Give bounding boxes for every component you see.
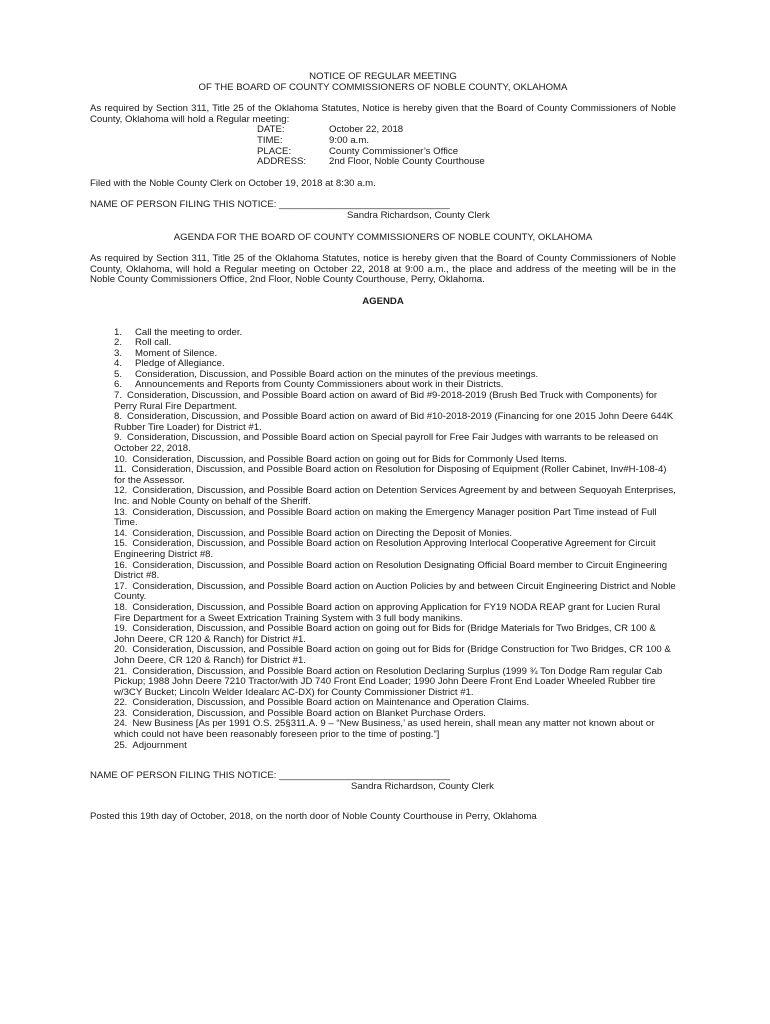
agenda-item xyxy=(114,391,676,412)
detail-label-place: PLACE: xyxy=(257,145,292,157)
agenda-item-number: 17. xyxy=(114,580,128,592)
agenda-item xyxy=(114,645,676,666)
agenda-item xyxy=(114,667,676,699)
agenda-item-number: 18. xyxy=(114,601,128,613)
agenda-item-number: 2. xyxy=(114,337,123,349)
meeting-details xyxy=(257,125,485,167)
meeting-detail-row xyxy=(257,125,485,136)
agenda-item-number: 15. xyxy=(114,538,128,550)
agenda-item-number: 21. xyxy=(114,665,128,677)
agenda-item-number: 25. xyxy=(114,739,128,751)
agenda-item xyxy=(114,412,676,433)
detail-label-time: TIME: xyxy=(257,134,283,146)
agenda-item-text: Consideration, Discussion, and Possible Board action on award of Bid #9-2018-2019 (Brush Bed Truck with Components) for Perry Rural Fire Department. xyxy=(114,390,658,412)
filer-label: NAME OF PERSON FILING THIS NOTICE: ________________________________ xyxy=(90,199,450,211)
agenda-item-text: Consideration, Discussion, and Possible Board action on Auction Policies by and between Circuit Engineering District and Noble County. xyxy=(114,580,676,603)
footer-filer-name: Sandra Richardson, County Clerk xyxy=(351,780,494,792)
agenda-notice-intro: As required by Section 311, Title 25 of the Oklahoma Statutes, notice is hereby given that the Board of County Commissioners of Noble County, Oklahoma, will hold a Regular meeting on October 22, 2018 at 9:00 a.m., the place and address of the meeting will be in the Noble County Commissioners Office, 2nd Floor, Noble County Courthouse, Perry, Oklahoma. xyxy=(90,253,676,286)
agenda-item-number: 11. xyxy=(114,464,127,476)
agenda-item-number: 24. xyxy=(114,718,128,730)
agenda-item-text: New Business [As per 1991 O.S. 25§311.A. 9 – “New Business,’ as used herein, shall mean any matter not known about or which could not have been reasonably foreseen prior to the time of posting.”] xyxy=(114,718,655,741)
detail-value-time: 9:00 a.m. xyxy=(329,134,369,146)
agenda-item-text: Consideration, Discussion, and Possible Board action on Blanket Purchase Orders. xyxy=(132,707,486,719)
notice-intro: As required by Section 311, Title 25 of the Oklahoma Statutes, Notice is hereby given that the Board of County Commissioners of Noble County, Oklahoma will hold a Regular meeting: xyxy=(90,103,676,125)
agenda-item-number: 22. xyxy=(114,697,128,709)
detail-label-address: ADDRESS: xyxy=(257,156,307,168)
agenda-item-text: Consideration, Discussion, and Possible Board action on making the Emergency Manager position Part Time instead of Full Time. xyxy=(114,506,657,529)
agenda-item-text: Consideration, Discussion, and Possible Board action on Resolution Approving Interlocal Cooperative Agreement for Circuit Engineering District #8. xyxy=(114,538,656,560)
agenda-item xyxy=(114,508,676,529)
agenda-item-text: Consideration, Discussion, and Possible Board action on going out for Bids for (Bridge Materials for Two Bridges, CR 100 & John Deere, CR 120 & Ranch) for District #1. xyxy=(114,623,656,645)
agenda-item-number: 7. xyxy=(114,390,123,402)
agenda-item-text: Consideration, Discussion, and Possible Board action on approving Application for FY19 NODA REAP grant for Lucien Rural Fire Department for a Sweet Extrication Training System with 3 full body manikins. xyxy=(114,601,661,624)
agenda-item-text: Consideration, Discussion, and Possible Board action on Resolution Declaring Surplus (1999 ¾ Ton Dodge Ram regular Cab Pickup; 1988 John Deere 7210 Tractor/with JD 740 Front End Loader; 1990 John Deere Front End Loader Wheeled Rubber tire w/3CY Bucket; Lincoln Welder Idealarc AC-DX) for County Commissioner District #1. xyxy=(114,665,663,698)
agenda-item-text: Consideration, Discussion, and Possible Board action on award of Bid #10-2018-2019 (Financing for one 2015 John Deere 644K Rubber Tire Loader) for District #1. xyxy=(114,411,674,433)
agenda-item-number: 6. xyxy=(114,379,123,391)
document-page xyxy=(90,72,676,823)
posted-statement: Posted this 19th day of October, 2018, on the north door of Noble County Courthouse in Perry, Oklahoma xyxy=(90,811,537,823)
agenda-item-text: Adjournment xyxy=(132,739,187,751)
agenda-item-text: Consideration, Discussion, and Possible Board action on Resolution for Disposing of Equipment (Roller Cabinet, Inv#H-108-4) for the Assessor. xyxy=(114,464,667,486)
agenda-item-number: 20. xyxy=(114,644,128,656)
agenda-item-text: Consideration, Discussion, and Possible Board action on Maintenance and Operation Claims. xyxy=(132,697,530,709)
agenda-item-text: Consideration, Discussion, and Possible Board action on Directing the Deposit of Monies. xyxy=(132,527,513,539)
agenda-item xyxy=(114,719,676,740)
agenda-item-number: 10. xyxy=(114,453,128,465)
detail-value-address: 2nd Floor, Noble County Courthouse xyxy=(329,156,485,168)
agenda-item-text: Consideration, Discussion, and Possible Board action on the minutes of the previous meetings. xyxy=(135,368,539,380)
agenda-item-number: 23. xyxy=(114,707,128,719)
agenda-item-number: 9. xyxy=(114,432,123,444)
agenda-item-text: Consideration, Discussion, and Possible Board action on going out for Bids for (Bridge Construction for Two Bridges, CR 100 & John Deere, CR 120 & Ranch) for District #1. xyxy=(114,644,671,666)
agenda-item xyxy=(114,539,676,560)
agenda-heading: AGENDA xyxy=(362,295,404,307)
detail-value-place: County Commissioner’s Office xyxy=(329,145,459,157)
agenda-item xyxy=(114,486,676,507)
agenda-item-number: 3. xyxy=(114,347,123,359)
agenda-item-text: Roll call. xyxy=(135,337,172,349)
agenda-list xyxy=(90,328,676,752)
agenda-item xyxy=(114,582,676,603)
agenda-item xyxy=(114,465,676,486)
agenda-item xyxy=(114,433,676,454)
agenda-item-text: Consideration, Discussion, and Possible Board action on Special payroll for Free Fair Judges with warrants to be released on October 22, 2018. xyxy=(114,432,659,455)
agenda-item xyxy=(114,603,676,624)
filer-name: Sandra Richardson, County Clerk xyxy=(347,209,490,221)
agenda-item-text: Consideration, Discussion, and Possible Board action on Resolution Designating Official Board member to Circuit Engineering District #8. xyxy=(114,559,668,582)
agenda-item-text: Call the meeting to order. xyxy=(135,326,243,338)
detail-value-date: October 22, 2018 xyxy=(329,124,404,136)
agenda-item-number: 5. xyxy=(114,368,123,380)
meeting-detail-row xyxy=(257,136,485,147)
agenda-item xyxy=(114,328,676,339)
agenda-item-number: 12. xyxy=(114,485,128,497)
agenda-item-number: 4. xyxy=(114,358,123,370)
agenda-item-text: Moment of Silence. xyxy=(135,347,218,359)
agenda-item xyxy=(114,624,676,645)
agenda-item xyxy=(114,561,676,582)
notice-title-line2: OF THE BOARD OF COUNTY COMMISSIONERS OF NOBLE COUNTY, OKLAHOMA xyxy=(198,81,568,93)
agenda-item-text: Announcements and Reports from County Commissioners about work in their Districts. xyxy=(135,379,504,391)
footer-filer-label: NAME OF PERSON FILING THIS NOTICE: ________________________________ xyxy=(90,770,450,782)
agenda-item-number: 1. xyxy=(114,326,123,338)
agenda-notice-title: AGENDA FOR THE BOARD OF COUNTY COMMISSIONERS OF NOBLE COUNTY, OKLAHOMA xyxy=(173,231,593,243)
agenda-item-text: Consideration, Discussion, and Possible Board action on Detention Services Agreement by and between Sequoyah Enterprises, Inc. and Noble County on behalf of the Sheriff. xyxy=(114,485,676,507)
agenda-item-number: 19. xyxy=(114,623,128,635)
agenda-item-number: 8. xyxy=(114,411,123,423)
agenda-item-text: Consideration, Discussion, and Possible Board action on going out for Bids for Commonly Used Items. xyxy=(132,453,567,465)
filed-statement: Filed with the Noble County Clerk on October 19, 2018 at 8:30 a.m. xyxy=(90,177,376,189)
agenda-item-number: 13. xyxy=(114,506,128,518)
agenda-item-number: 14. xyxy=(114,527,128,539)
agenda-item-text: Pledge of Allegiance. xyxy=(135,358,225,370)
detail-label-date: DATE: xyxy=(257,124,285,136)
meeting-detail-row xyxy=(257,157,485,168)
agenda-item xyxy=(114,741,676,752)
notice-title-line1: NOTICE OF REGULAR MEETING xyxy=(309,71,457,82)
agenda-item-number: 16. xyxy=(114,559,128,571)
